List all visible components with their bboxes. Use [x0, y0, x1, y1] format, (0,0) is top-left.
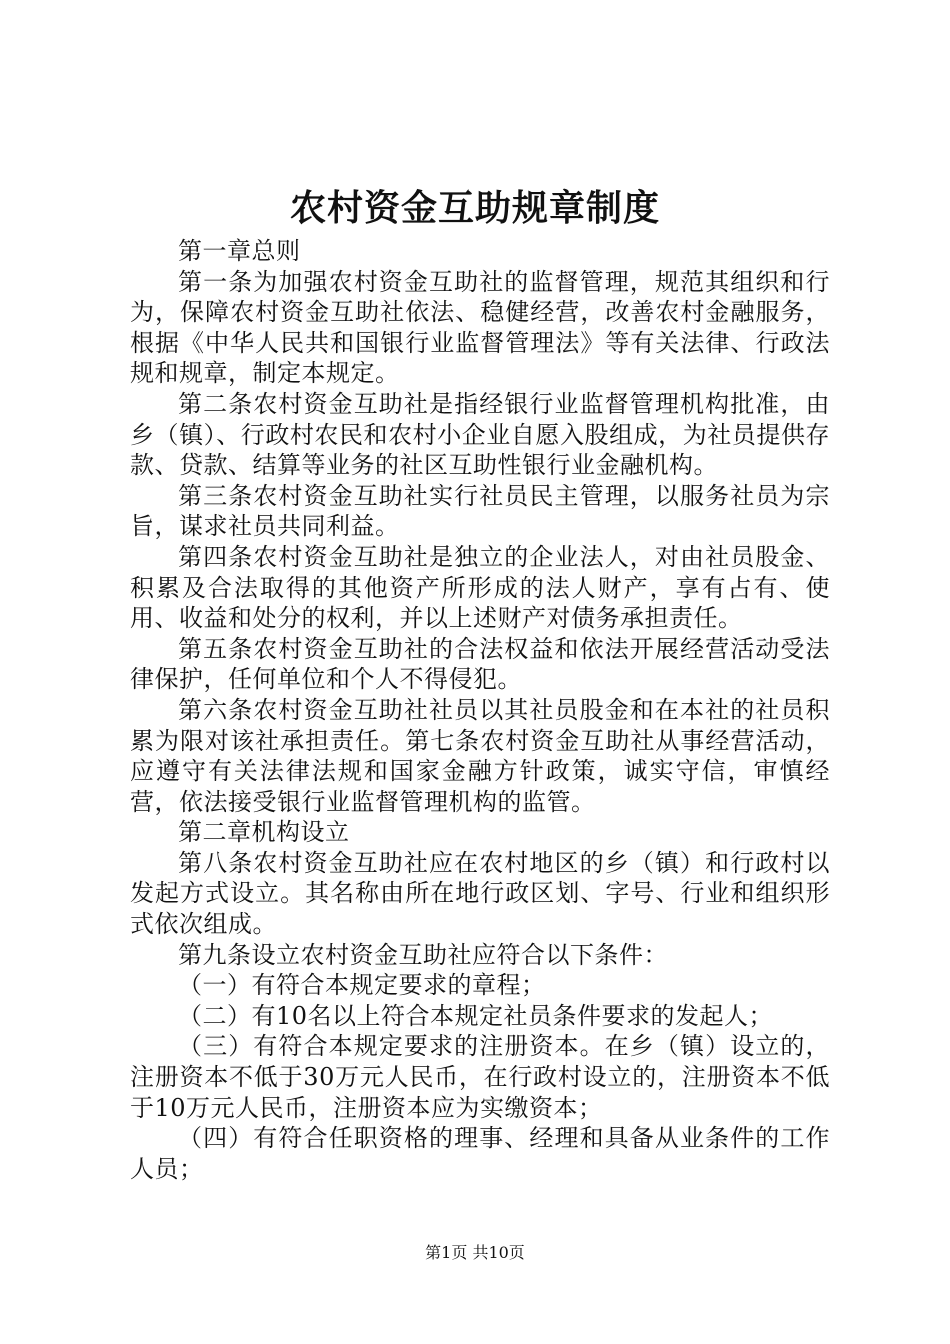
article-paragraph: 第六条农村资金互助社社员以其社员股金和在本社的社员积累为限对该社承担责任。第七条农村资金互助社从事经营活动，应遵守有关法律法规和国家金融方针政策，诚实守信，审慎经营，依法接受银行业监督管理机构的监管。: [130, 695, 830, 816]
article-paragraph: 第四条农村资金互助社是独立的企业法人，对由社员股金、积累及合法取得的其他资产所形成的法人财产，享有占有、使用、收益和处分的权利，并以上述财产对债务承担责任。: [130, 542, 830, 633]
condition-item: （二）有10名以上符合本规定社员条件要求的发起人；: [178, 1001, 774, 1030]
article-paragraph: 第二条农村资金互助社是指经银行业监督管理机构批准，由乡（镇）、行政村农民和农村小企业自愿入股组成，为社员提供存款、贷款、结算等业务的社区互助性银行业金融机构。: [130, 389, 830, 480]
condition-item: （一）有符合本规定要求的章程；: [178, 971, 546, 1000]
chapter-heading: 第二章机构设立: [178, 818, 350, 847]
condition-item: （四）有符合任职资格的理事、经理和具备从业条件的工作人员；: [130, 1124, 830, 1183]
condition-item: （三）有符合本规定要求的注册资本。在乡（镇）设立的，注册资本不低于30万元人民币，在行政村设立的，注册资本不低于10万元人民币，注册资本应为实缴资本；: [130, 1032, 830, 1122]
document-title: 农村资金互助规章制度: [289, 187, 660, 229]
chapter-heading: 第一章总则: [178, 237, 301, 265]
document-body: [130, 236, 830, 1184]
article-paragraph: 第五条农村资金互助社的合法权益和依法开展经营活动受法律保护，任何单位和个人不得侵犯。: [130, 634, 830, 694]
article-paragraph: 第三条农村资金互助社实行社员民主管理，以服务社员为宗旨，谋求社员共同利益。: [130, 481, 830, 541]
article-paragraph: 第九条设立农村资金互助社应符合以下条件：: [178, 940, 668, 969]
page-footer: 第1页 共10页: [425, 1243, 525, 1262]
article-paragraph: 第一条为加强农村资金互助社的监督管理，规范其组织和行为，保障农村资金互助社依法、稳健经营，改善农村金融服务，根据《中华人民共和国银行业监督管理法》等有关法律、行政法规和规章，制定本规定。: [130, 267, 830, 388]
article-paragraph: 第八条农村资金互助社应在农村地区的乡（镇）和行政村以发起方式设立。其名称由所在地行政区划、字号、行业和组织形式依次组成。: [130, 848, 830, 939]
